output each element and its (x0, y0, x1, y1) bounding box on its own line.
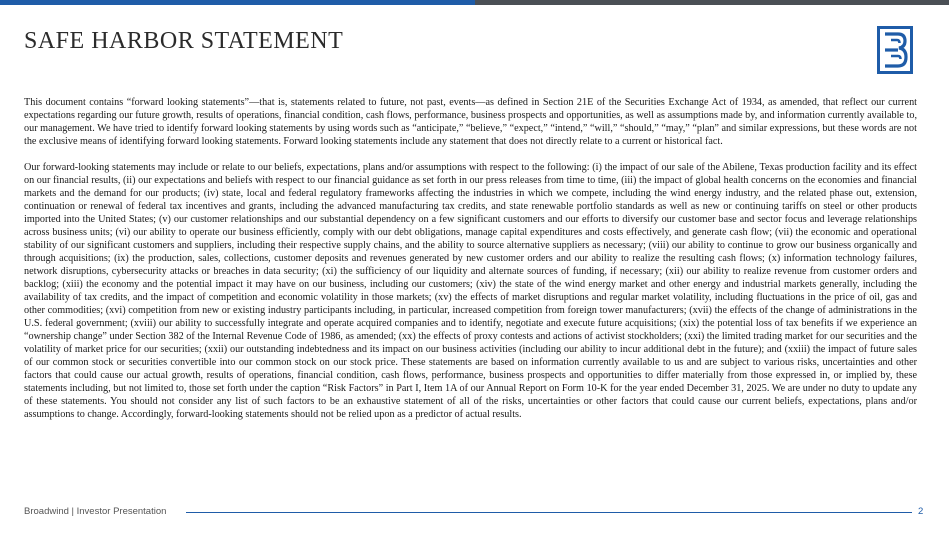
safe-harbor-paragraph-1: This document contains “forward looking statements”—that is, statements related to future, not past, events—as defined in Section 21E of the Securities Exchange Act of 1934, as amended, that reflect our current expectations regarding our future growth, results of operations, financial condition, cash flows, performance, business prospects and opportunities, as well as assumptions made by, and information currently available to, our management. We have tried to identify forward looking statements by using words such as “anticipate,” “believe,” “expect,” “intend,” “will,” “should,” “may,” “plan” and similar expressions, but these words are not the exclusive means of identifying forward looking statements. Forward looking statements include any statement that does not directly relate to a current or historical fact. (24, 97, 917, 147)
footer-divider (186, 512, 912, 513)
page-number: 2 (918, 506, 924, 517)
safe-harbor-paragraph-2: Our forward-looking statements may include or relate to our beliefs, expectations, plans and/or assumptions with respect to the following: (i) the impact of our sale of the Abilene, Texas production facility and its effect on our financial results, (ii) our expectations and beliefs with respect to our financial guidance as set forth in our press releases from time to time, (iii) the impact of global health concerns on the economies and financial markets and the demand for our products; (iv) state, local and federal regulatory frameworks affecting the industries in which we compete, including the wind energy industry, and the related phase out, extension, continuation or renewal of federal tax incentives and grants, including the advanced manufacturing tax credits, and state renewable portfolio standards as well as new or continuing tariffs on steel or other products imported into the United States; (v) our customer relationships and our substantial dependency on a few significant customers and our efforts to diversify our customer base and sector focus and leverage relationships across business units; (vi) our ability to operate our business efficiently, comply with our debt obligations, manage capital expenditures and costs effectively, and generate cash flow; (vii) the economic and operational stability of our significant customers and suppliers, including their respective supply chains, and the ability to source alternative suppliers as necessary; (viii) our ability to continue to grow our business organically and through acquisitions; (ix) the production, sales, collections, customer deposits and revenues generated by new customer orders and our ability to realize the resulting cash flows; (x) information technology failures, network disruptions, cybersecurity attacks or breaches in data security; (xi) the sufficiency of our liquidity and alternate sources of funding, if necessary; (xii) our ability to realize revenue from customer orders and backlog; (xiii) the economy and the potential impact it may have on our business, including our customers; (xiv) the state of the wind energy market and other energy and industrial markets generally, including the availability of tax credits, and the impact of competition and economic volatility in those markets; (xv) the effects of market disruptions and regular market volatility, including fluctuations in the price of oil, gas and other commodities; (xvi) competition from new or existing industry participants including, in particular, increased competition from foreign tower manufacturers; (xvii) the effects of the change of administrations in the U.S. federal government; (xviii) our ability to successfully integrate and operate acquired companies and to identify, negotiate and execute future acquisitions; (xix) the potential loss of tax benefits if we experience an “ownership change” under Section 382 of the Internal Revenue Code of 1986, as amended; (xx) the effects of proxy contests and actions of activist stockholders; (xxi) the limited trading market for our securities and the volatility of market price for our securities; (xxii) our outstanding indebtedness and its impact on our business activities (including our ability to incur additional debt in the future); and (xxiii) the impact of future sales of our common stock or securities convertible into our common stock on our stock price. These statements are based on information currently available to us and are subject to various risks, uncertainties and other factors that could cause our actual growth, results of operations, financial condition, cash flows, performance, business prospects and opportunities to differ materially from those expressed in, or implied by, these statements including, but not limited to, those set forth under the caption “Risk Factors” in Part I, Item 1A of our Annual Report on Form 10-K for the year ended December 31, 2025. We are under no duty to update any of these statements. You should not consider any list of such factors to be an exhaustive statement of all of the risks, uncertainties or other factors that could cause our current beliefs, expectations, plans and/or assumptions to change. Accordingly, forward-looking statements should not be relied upon as a predictor of actual results. (24, 162, 917, 420)
safe-harbor-body (24, 96, 917, 434)
slide-title: SAFE HARBOR STATEMENT (24, 28, 344, 54)
top-accent-bar-grey (475, 0, 949, 5)
top-accent-bar (0, 0, 949, 5)
broadwind-logo-icon (877, 26, 913, 74)
footer-label: Broadwind | Investor Presentation (24, 506, 167, 517)
top-accent-bar-blue (0, 0, 475, 5)
